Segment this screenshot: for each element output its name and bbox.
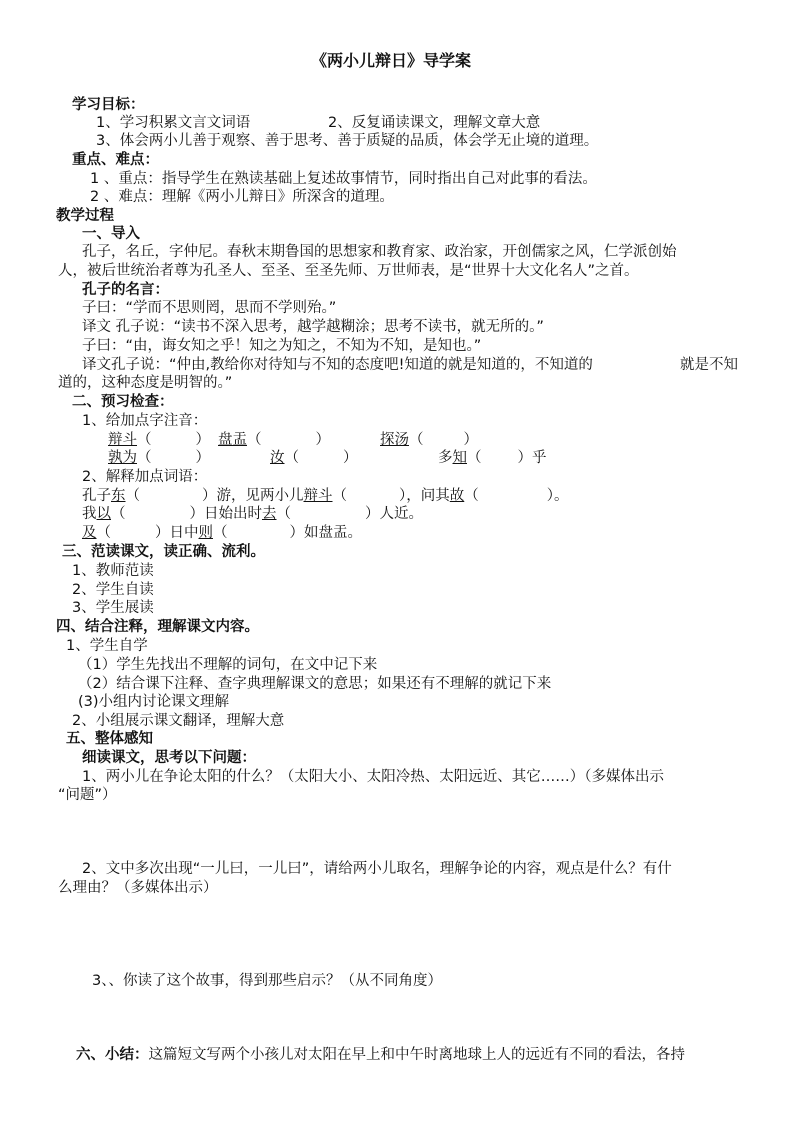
explain-line-2: 我以（ ）日始出时去（ ）人近。 xyxy=(82,506,423,522)
quote-1-translation: 译文 孔子说：“读书不深入思考，越学越糊涂；思考不读书，就无所的。” xyxy=(82,319,544,335)
pronunciation-heading: 1、给加点字注音： xyxy=(82,413,208,429)
quote-1: 子曰：“学而不思则罔，思而不学则殆。” xyxy=(82,300,337,316)
quote-2: 子曰：“由，诲女知之乎！知之为知之，不知为不知，是知也。” xyxy=(82,338,482,354)
overall-question-2b: 么理由？（多媒体出示） xyxy=(58,880,218,896)
process-heading: 教学过程 xyxy=(56,208,114,224)
summary-heading: 六、小结： xyxy=(76,1047,149,1063)
overall-question-1a: 1、两小儿在争论太阳的什么？（太阳大小、太阳冷热、太阳远近、其它……）（多媒体出示 xyxy=(82,769,664,785)
intro-line-2: 人，被后世统治者尊为孔圣人、至圣、至圣先师、万世师表，是“世界十大文化名人”之首。 xyxy=(58,263,639,279)
explain-line-1: 孔子东（ ）游，见两小儿辩斗（ ），问其故（ ）。 xyxy=(82,488,569,504)
pron-item-1: 辩斗（ ） xyxy=(108,432,210,448)
pron-item-3: 探汤（ ） xyxy=(380,432,478,448)
notes-step-1a: （1）学生先找出不理解的词句，在文中记下来 xyxy=(78,657,378,673)
page-title: 《两小儿辩日》导学案 xyxy=(311,51,472,70)
overall-subheading: 细读课文，思考以下问题： xyxy=(82,750,256,766)
quotes-heading: 孔子的名言： xyxy=(82,282,169,298)
overall-question-3: 3、、你读了这个故事，得到那些启示？（从不同角度） xyxy=(92,973,442,989)
reading-step-3: 3、学生展读 xyxy=(72,600,154,616)
goal-1: 1、学习积累文言文词语 xyxy=(96,115,251,131)
reading-step-2: 2、学生自读 xyxy=(72,582,154,598)
pron-item-2: 盘盂（ ） xyxy=(218,432,330,448)
preview-heading: 二、预习检查： xyxy=(72,394,174,410)
focus-point-1: 1 、重点：指导学生在熟读基础上复述故事情节，同时指出自己对此事的看法。 xyxy=(90,171,597,187)
intro-line-1: 孔子，名丘，字仲尼。春秋末期鲁国的思想家和教育家、政治家，开创儒家之风，仁学派创始 xyxy=(82,244,677,260)
reading-heading: 三、范读课文，读正确、流利。 xyxy=(62,544,265,560)
overall-question-2a: 2、文中多次出现“一儿曰，一儿曰”，请给两小儿取名，理解争论的内容，观点是什么？有什 xyxy=(82,861,672,877)
notes-step-1b: （2）结合课下注释、查字典理解课文的意思；如果还有不理解的就记下来 xyxy=(78,676,552,692)
reading-step-1: 1、教师范读 xyxy=(72,563,154,579)
notes-heading: 四、结合注释，理解课文内容。 xyxy=(56,619,259,635)
explain-heading: 2、解释加点词语： xyxy=(82,469,208,485)
pron-item-6: 多知（ ）乎 xyxy=(438,450,547,466)
focus-heading: 重点、难点： xyxy=(72,152,159,168)
quote-2-translation-b: 就是不知 xyxy=(680,357,738,373)
focus-point-2: 2 、难点：理解《两小儿辩日》所深含的道理。 xyxy=(90,189,394,205)
goals-heading: 学习目标： xyxy=(72,97,145,113)
pron-item-4: 孰为（ ） xyxy=(108,450,210,466)
overall-heading: 五、整体感知 xyxy=(66,731,153,747)
summary-line xyxy=(76,1046,685,1064)
notes-step-1c: (3)小组内讨论课文理解 xyxy=(78,694,230,710)
goal-2: 2、反复诵读课文，理解文章大意 xyxy=(328,115,541,131)
quote-2-translation-c: 道的，这种态度是明智的。” xyxy=(58,375,233,391)
notes-step-1: 1、学生自学 xyxy=(66,638,148,654)
intro-heading: 一、导入 xyxy=(82,226,140,242)
overall-question-1b: “问题”） xyxy=(58,787,117,803)
summary-text: 这篇短文写两个小孩儿对太阳在早上和中午时离地球上人的远近有不同的看法，各持 xyxy=(148,1047,685,1063)
explain-line-3: 及（ ）日中则（ ）如盘盂。 xyxy=(82,525,362,541)
quote-2-translation-a: 译文孔子说：“仲由,教给你对待知与不知的态度吧!知道的就是知道的，不知道的 xyxy=(82,357,593,373)
notes-step-2: 2、小组展示课文翻译，理解大意 xyxy=(72,713,285,729)
pron-item-5: 汝（ ） xyxy=(270,450,358,466)
goal-3: 3、体会两小儿善于观察、善于思考、善于质疑的品质，体会学无止境的道理。 xyxy=(96,133,599,149)
